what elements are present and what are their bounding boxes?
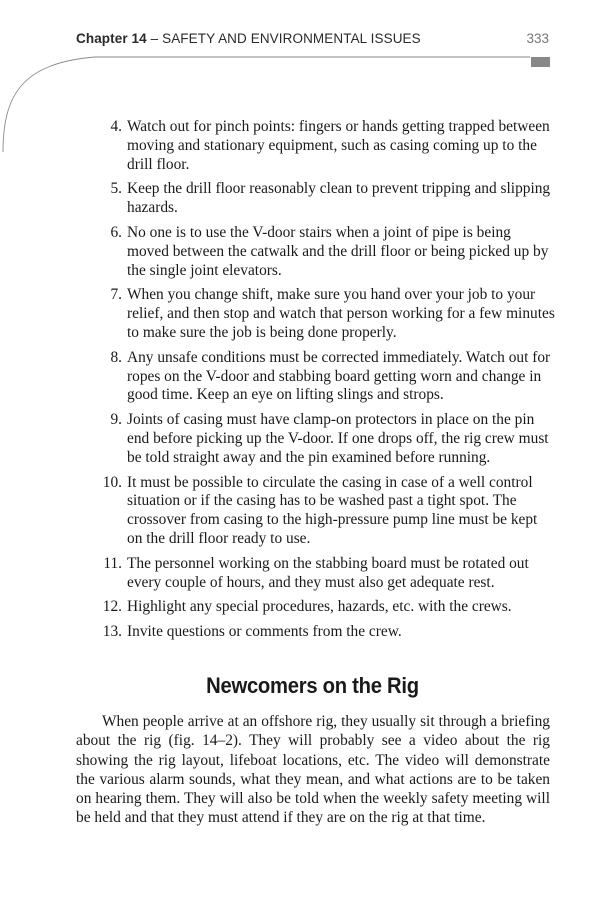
- page-tab-marker: [531, 57, 550, 67]
- item-text: When you change shift, make sure you hand over your job to your relief, and then stop and watch that person working for a few minutes to make sure the job is being done properly.: [127, 286, 555, 341]
- section-heading: Newcomers on the Rig: [206, 673, 419, 698]
- item-number: 10.: [102, 473, 122, 491]
- running-header: [76, 31, 549, 51]
- list-item: [96, 118, 556, 174]
- item-number: 8.: [110, 348, 122, 366]
- item-text: Highlight any special procedures, hazards, etc. with the crews.: [127, 598, 512, 616]
- list-item: [96, 180, 556, 218]
- safety-checklist: [96, 118, 556, 648]
- chapter-heading: [76, 31, 421, 46]
- list-item: [96, 555, 556, 593]
- item-number: 5.: [110, 180, 122, 198]
- chapter-title: – SAFETY AND ENVIRONMENTAL ISSUES: [150, 31, 421, 46]
- item-number: 13.: [102, 623, 122, 641]
- item-number: 12.: [102, 598, 122, 616]
- item-number: 4.: [110, 118, 122, 135]
- item-text: Keep the drill floor reasonably clean to prevent tripping and slipping hazards.: [127, 180, 551, 217]
- item-number: 11.: [103, 554, 122, 572]
- list-item: [96, 286, 556, 342]
- item-text: Invite questions or comments from the crew.: [127, 623, 402, 641]
- chapter-label: Chapter 14: [76, 31, 147, 46]
- item-number: 9.: [110, 411, 122, 429]
- page-number: 333: [526, 31, 549, 46]
- item-text: It must be possible to circulate the casing in case of a well control situation or if the casing has to be washed past a tight spot. The crossover from casing to the high-pressure pump line must be kept on the drill floor ready to use.: [127, 473, 538, 547]
- list-item: [96, 411, 556, 467]
- item-text: Joints of casing must have clamp-on protectors in place on the pin end before picking up the V-door. If one drops off, the rig crew must be told straight away and the pin examined before running.: [127, 411, 549, 466]
- item-text: Watch out for pinch points: fingers or hands getting trapped between moving and stationary equipment, such as casing coming up to the drill floor.: [127, 118, 550, 173]
- item-text: The personnel working on the stabbing board must be rotated out every couple of hours, and they must also get adequate rest.: [127, 554, 529, 591]
- list-item: [96, 349, 556, 405]
- item-text: Any unsafe conditions must be corrected immediately. Watch out for ropes on the V-door and stabbing board getting worn and change in good time. Keep an eye on lifting slings and strops.: [127, 348, 551, 404]
- list-item: [96, 474, 556, 549]
- list-item: [96, 598, 556, 617]
- list-item: [96, 623, 556, 642]
- list-item: [96, 224, 556, 280]
- item-text: No one is to use the V-door stairs when a joint of pipe is being moved between the catwalk and the drill floor or being picked up by the single joint elevators.: [127, 223, 549, 279]
- item-number: 6.: [110, 223, 122, 241]
- item-number: 7.: [110, 286, 122, 304]
- body-paragraph: When people arrive at an offshore rig, they usually sit through a briefing about the rig (fig. 14–2). They will probably see a video about the rig showing the rig layout, lifeboat locations, etc. The video will demonstrate the various alarm sounds, what they mean, and what actions are to be taken on hearing them. They will also be told when the weekly safety meeting will be held and that they must attend if they are on the rig at that time.: [76, 713, 550, 827]
